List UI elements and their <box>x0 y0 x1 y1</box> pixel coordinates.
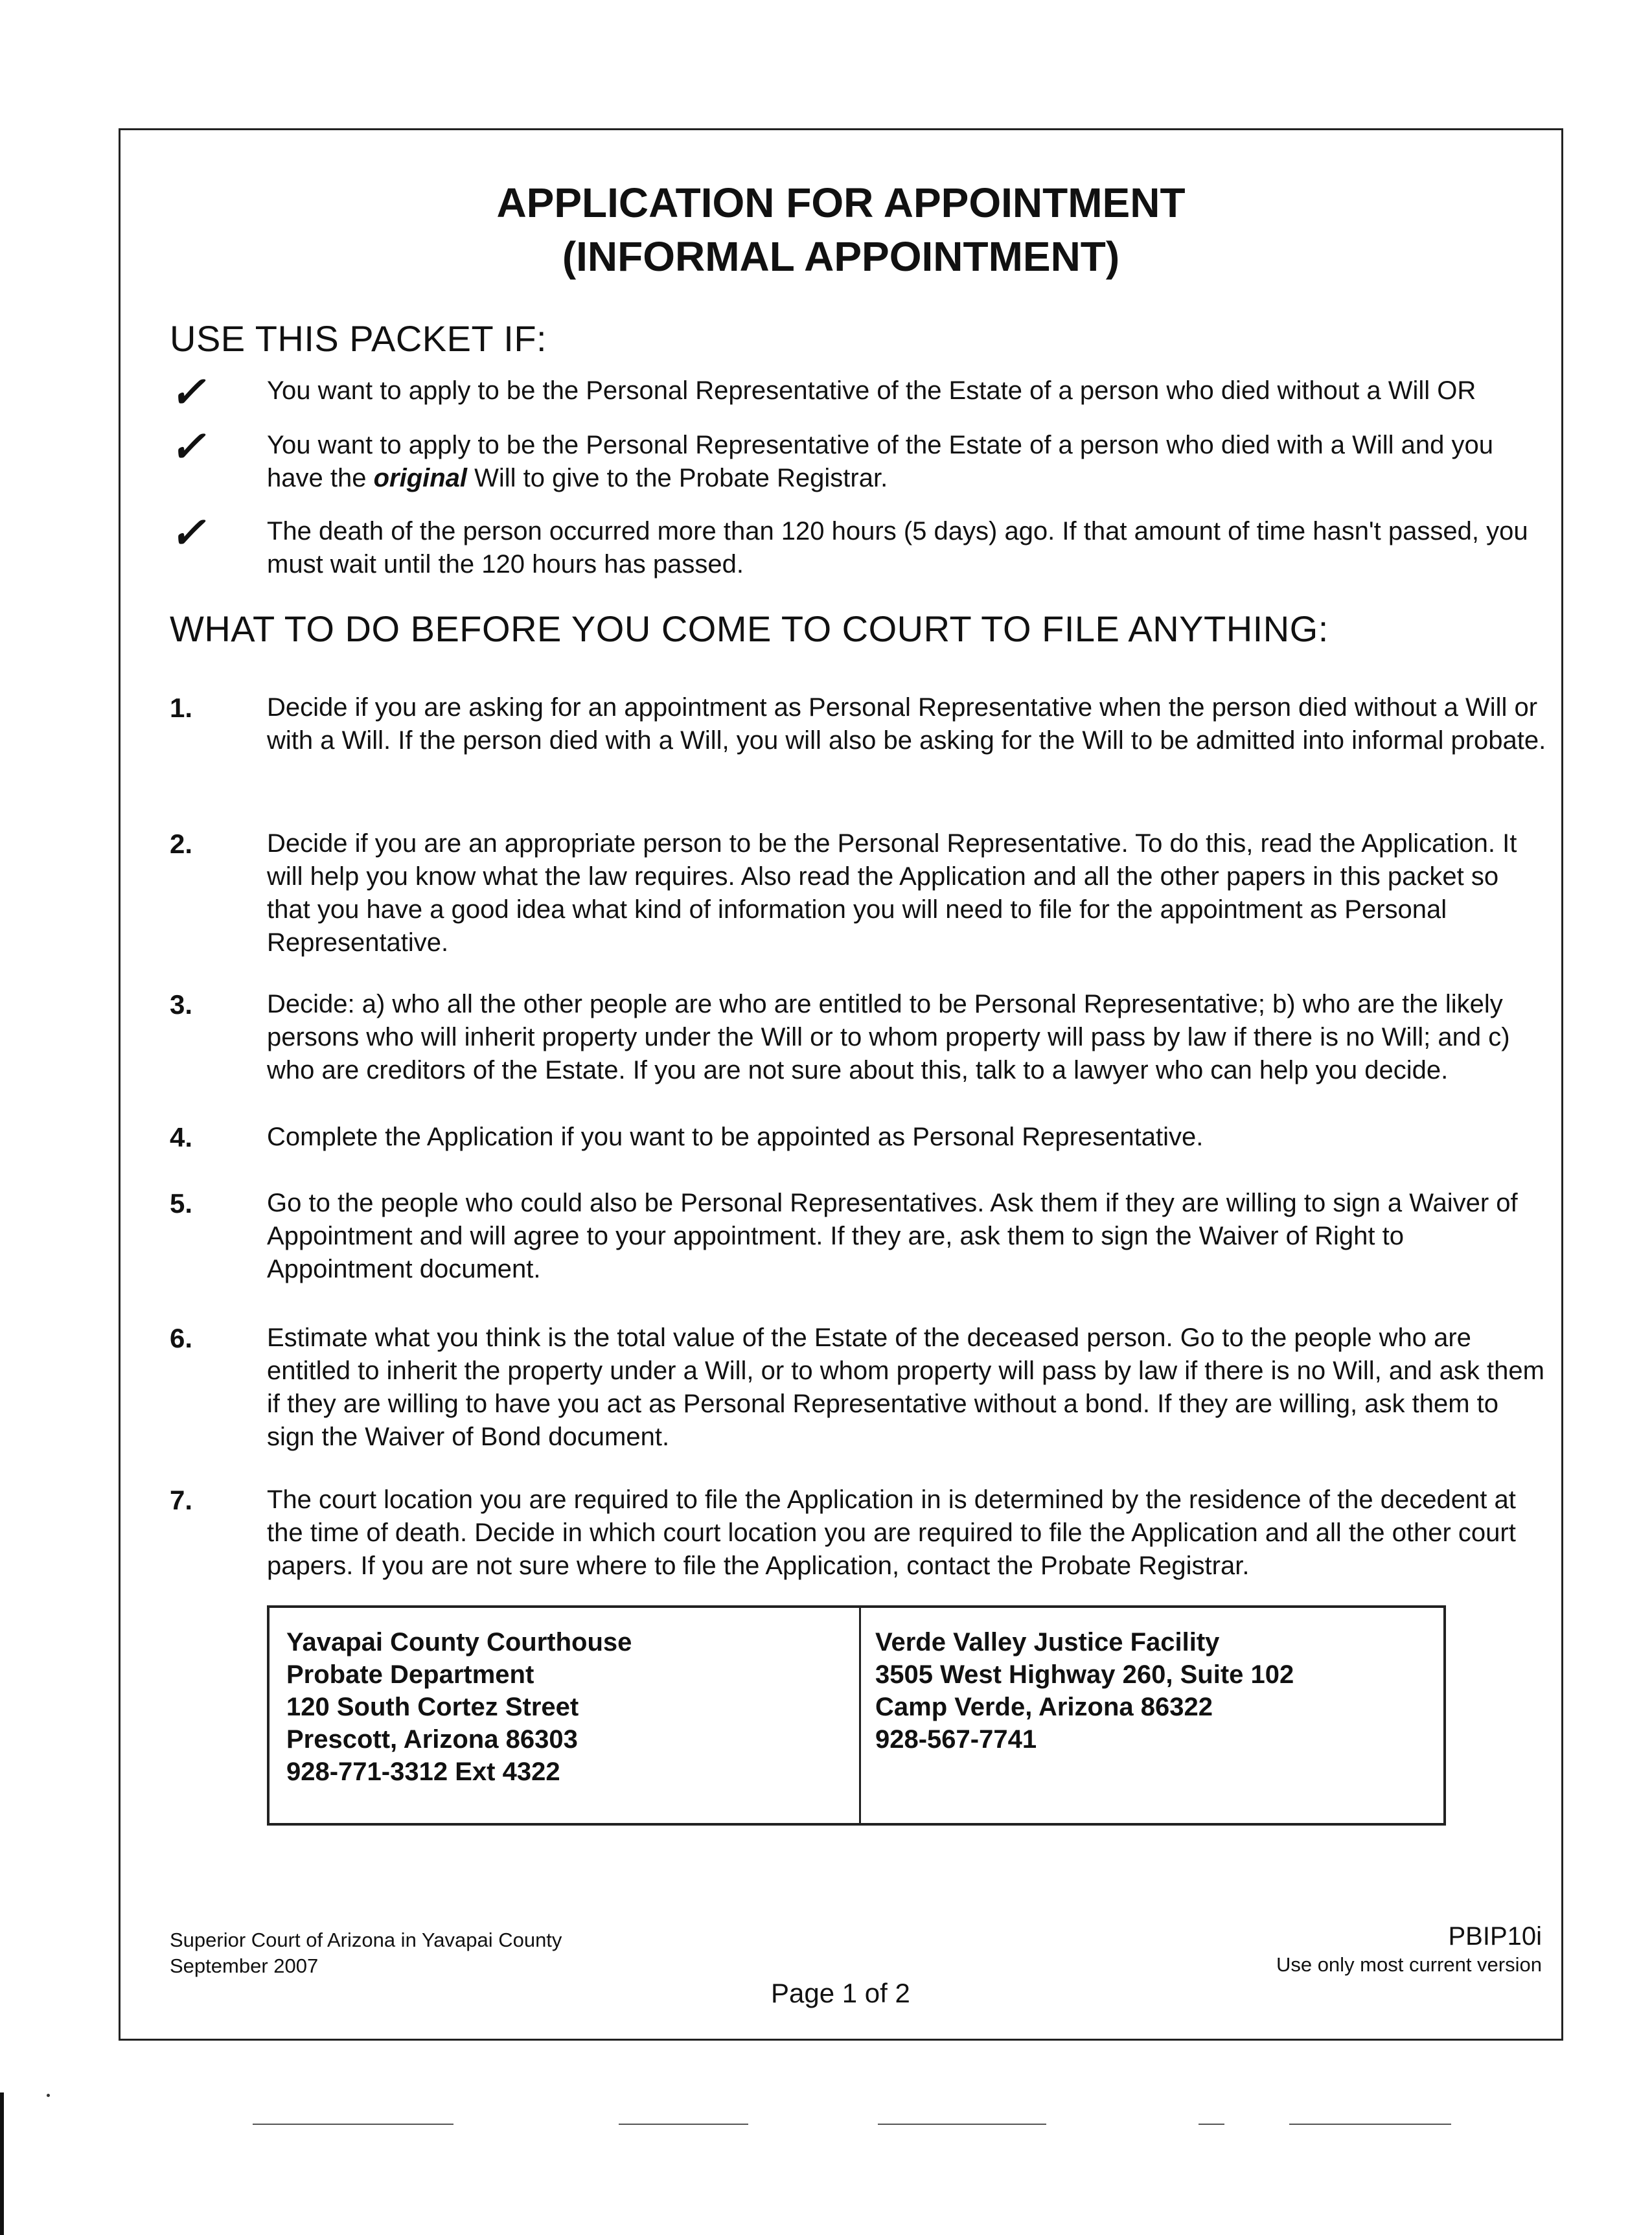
step-number: 6. <box>170 1323 193 1353</box>
document-title: APPLICATION FOR APPOINTMENT <box>496 179 1186 226</box>
step-text: Decide if you are asking for an appointment as Personal Representative when the person died without a Will or with a Will. If the person died with a Will, you will also be asking for the Will to be admitted into informal probate. <box>267 693 1546 755</box>
step-number: 3. <box>170 989 193 1020</box>
step-text: Estimate what you think is the total value of the Estate of the deceased person. Go to the people who are entitled to inherit the property under a Will, or to whom property will pass by law if there is no Will, and ask them if they are willing to have you act as Personal Representative without a bond. If they are willing, ask them to sign the Waiver of Bond document. <box>267 1324 1544 1451</box>
location-name: Verde Valley Justice Facility <box>875 1628 1220 1656</box>
footer-form-info <box>1276 1921 1542 1978</box>
packet-condition-text: The death of the person occurred more than 120 hours (5 days) ago. If that amount of time hasn't passed, you must wait until the 120 hours has passed. <box>267 517 1528 579</box>
scan-speck <box>47 2094 50 2097</box>
prescott-location <box>286 1626 632 1788</box>
footer-court-name: Superior Court of Arizona in Yavapai County <box>170 1929 562 1951</box>
scan-line-mark <box>619 2124 748 2125</box>
step-number: 5. <box>170 1188 193 1219</box>
scan-line-mark <box>878 2124 1046 2125</box>
step-number: 4. <box>170 1122 193 1152</box>
step-number: 2. <box>170 829 193 859</box>
step-text: Decide if you are an appropriate person to be the Personal Representative. To do this, read the Application. It will help you know what the law requires. Also read the Application and all the other papers in this packet so that you have a good idea what kind of information you will need to file for the appointment as Personal Representative. <box>267 829 1517 957</box>
footer-date: September 2007 <box>170 1954 319 1977</box>
location-street: 120 South Cortez Street <box>286 1693 579 1721</box>
step-number: 7. <box>170 1485 193 1515</box>
scan-line-mark <box>1289 2124 1451 2125</box>
court-locations-table <box>267 1605 1446 1826</box>
footer-court-info <box>170 1927 562 1979</box>
scan-line-mark <box>1199 2124 1224 2125</box>
location-phone: 928-771-3312 Ext 4322 <box>286 1758 560 1786</box>
camp-verde-location <box>875 1626 1294 1756</box>
use-packet-heading: USE THIS PACKET IF: <box>170 318 547 359</box>
step-number: 1. <box>170 693 193 723</box>
packet-condition-text: You want to apply to be the Personal Representative of the Estate of a person who died with a Will and you have the original Will to give to the Probate Registrar. <box>267 431 1494 492</box>
checkmark-icon: ✓ <box>170 367 206 417</box>
step-text: Go to the people who could also be Personal Representatives. Ask them if they are willing to sign a Waiver of Appointment and will agree to your appointment. If they are, ask them to sign the Waiver of Right to Appointment document. <box>267 1189 1518 1283</box>
form-code: PBIP10i <box>1448 1922 1542 1951</box>
version-note: Use only most current version <box>1276 1953 1542 1976</box>
step-text: The court location you are required to file the Application in is determined by the residence of the decedent at the time of death. Decide in which court location you are required to file the Application and all the other court papers. If you are not sure where to file the Application, contact the Probate Registrar. <box>267 1485 1516 1580</box>
location-street: 3505 West Highway 260, Suite 102 <box>875 1660 1294 1689</box>
document-subtitle: (INFORMAL APPOINTMENT) <box>562 233 1120 280</box>
scan-edge-mark <box>0 2092 4 2235</box>
location-city: Camp Verde, Arizona 86322 <box>875 1693 1213 1721</box>
original-emphasis: original <box>373 464 468 492</box>
table-divider <box>859 1608 861 1823</box>
location-department: Probate Department <box>286 1660 534 1689</box>
before-court-heading: WHAT TO DO BEFORE YOU COME TO COURT TO FILE ANYTHING: <box>170 608 1329 649</box>
location-name: Yavapai County Courthouse <box>286 1628 632 1656</box>
location-city: Prescott, Arizona 86303 <box>286 1725 578 1754</box>
location-phone: 928-567-7741 <box>875 1725 1037 1754</box>
checkmark-icon: ✓ <box>170 421 206 472</box>
step-text: Complete the Application if you want to be appointed as Personal Representative. <box>267 1123 1204 1151</box>
packet-condition-text: You want to apply to be the Personal Representative of the Estate of a person who died without a Will OR <box>267 376 1476 405</box>
scan-line-mark <box>253 2124 453 2125</box>
checkmark-icon: ✓ <box>170 507 206 558</box>
step-text: Decide: a) who all the other people are who are entitled to be Personal Representative; b) who are the likely persons who will inherit property under the Will or to whom property will pass by law if there is no Will; and c) who are creditors of the Estate. If you are not sure about this, talk to a lawyer who can help you decide. <box>267 990 1510 1084</box>
page-number: Page 1 of 2 <box>771 1978 910 2008</box>
